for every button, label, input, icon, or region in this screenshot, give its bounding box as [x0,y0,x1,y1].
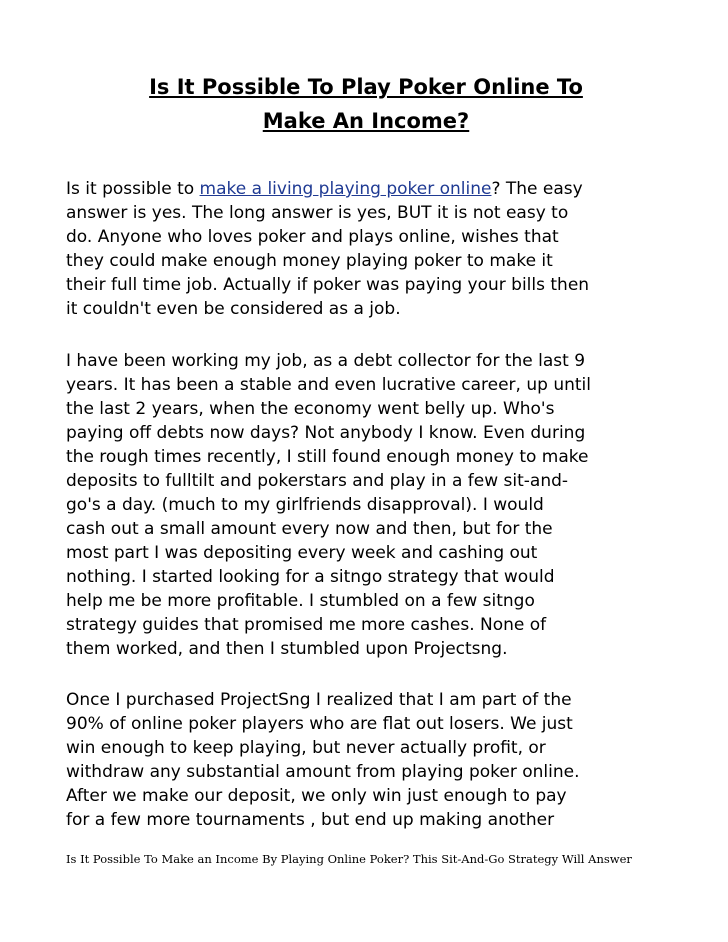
paragraph-line: do. Anyone who loves poker and plays online, wishes that [66,227,559,247]
paragraph-line: win enough to keep playing, but never actually profit, or [66,738,546,758]
text-before-link: Is it possible to [66,179,200,199]
paragraph-line: nothing. I started looking for a sitngo strategy that would [66,567,555,587]
page-footer: Is It Possible To Make an Income By Playing Online Poker? This Sit-And-Go Strategy Will Answer [66,852,632,866]
paragraph-line: I have been working my job, as a debt collector for the last 9 [66,351,586,371]
paragraph-line: they could make enough money playing poker to make it [66,251,553,271]
paragraph-intro [66,177,666,321]
paragraph-line: strategy guides that promised me more cashes. None of [66,615,547,635]
paragraph-line: Once I purchased ProjectSng I realized that I am part of the [66,690,572,710]
make-a-living-link[interactable]: make a living playing poker online [199,179,492,199]
paragraph-line: their full time job. Actually if poker was paying your bills then [66,275,590,295]
paragraph-line: years. It has been a stable and even lucrative career, up until [66,375,591,395]
paragraph-line [66,177,666,201]
paragraph-line: paying off debts now days? Not anybody I know. Even during [66,423,586,443]
paragraph-line: it couldn't even be considered as a job. [66,299,401,319]
paragraph-debt-collector [66,349,666,661]
paragraph-line: them worked, and then I stumbled upon Projectsng. [66,639,508,659]
paragraph-line: the rough times recently, I still found enough money to make [66,447,589,467]
paragraph-line: for a few more tournaments , but end up making another [66,810,555,830]
paragraph-line: the last 2 years, when the economy went belly up. Who's [66,399,555,419]
paragraph-line: deposits to fulltilt and pokerstars and play in a few sit-and- [66,471,569,491]
paragraph-line: most part I was depositing every week and cashing out [66,543,538,563]
text-after-link: ? The easy [491,179,583,199]
paragraph-line: help me be more profitable. I stumbled on a few sitngo [66,591,535,611]
paragraph-line: answer is yes. The long answer is yes, BUT it is not easy to [66,203,569,223]
title-line: Make An Income? [262,109,470,133]
title-line: Is It Possible To Play Poker Online To [149,75,583,99]
paragraph-projectsng [66,688,666,832]
page-title [66,70,666,138]
paragraph-line: After we make our deposit, we only win just enough to pay [66,786,567,806]
paragraph-line: withdraw any substantial amount from playing poker online. [66,762,580,782]
paragraph-line: cash out a small amount every now and then, but for the [66,519,553,539]
paragraph-line: go's a day. (much to my girlfriends disapproval). I would [66,495,544,515]
paragraph-line: 90% of online poker players who are flat out losers. We just [66,714,573,734]
